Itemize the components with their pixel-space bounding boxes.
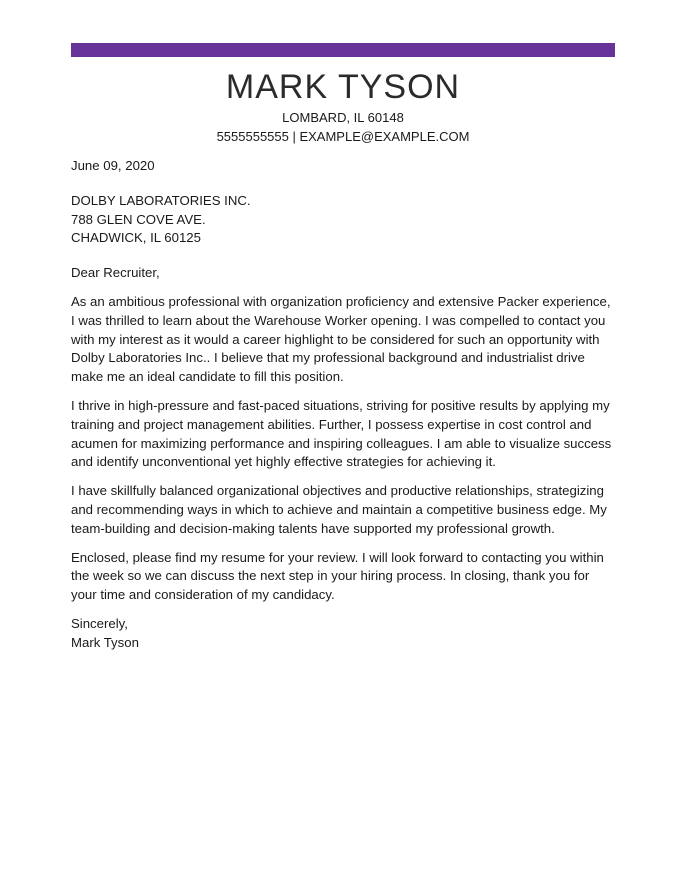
recipient-city: CHADWICK, IL 60125 [71,230,201,246]
closing-block [71,615,616,653]
applicant-contact-line: 5555555555 | EXAMPLE@EXAMPLE.COM [216,129,470,144]
letter-date: June 09, 2020 [71,158,155,173]
recipient-street: 788 GLEN COVE AVE. [71,211,206,227]
paragraph-4: Enclosed, please find my resume for your review. I will look forward to contacting you within the week so we can discuss the next step in your hiring process. In closing, thank you for your time and consideration of my candidacy. [71,549,604,603]
paragraph-1: As an ambitious professional with organization proficiency and extensive Packer experience, I was thrilled to learn about the Warehouse Worker opening. I was compelled to contact you with my interest as it would a career highlight to be considered for such an opportunity with Dolby Laboratories Inc.. I believe that my professional background and industrialist drive make me an ideal candidate to fill this position. [71,293,611,385]
signature-name: Mark Tyson [71,634,139,650]
paragraph-3: I have skillfully balanced organizational objectives and productive relationships, strategizing and recommending ways in which to achieve and maintain a competitive business edge. My team-building and decision-making talents have supported my professional growth. [71,483,607,536]
salutation: Dear Recruiter, [71,265,160,281]
applicant-address: LOMBARD, IL 60148 [282,110,404,125]
recipient-company: DOLBY LABORATORIES INC. [71,192,251,208]
header-accent-bar [71,43,615,57]
applicant-name: MARK TYSON [225,68,461,106]
closing-phrase: Sincerely, [71,615,128,631]
paragraph-2: I thrive in high-pressure and fast-paced situations, striving for positive results by applying my training and project management abilities. Further, I possess expertise in cost control and acumen for maximizing performance and inspiring colleagues. I am able to visualize success and identify unconventional yet highly effective strategies for achieving it. [71,397,612,470]
recipient-block [71,192,616,248]
letter-body [71,157,616,653]
